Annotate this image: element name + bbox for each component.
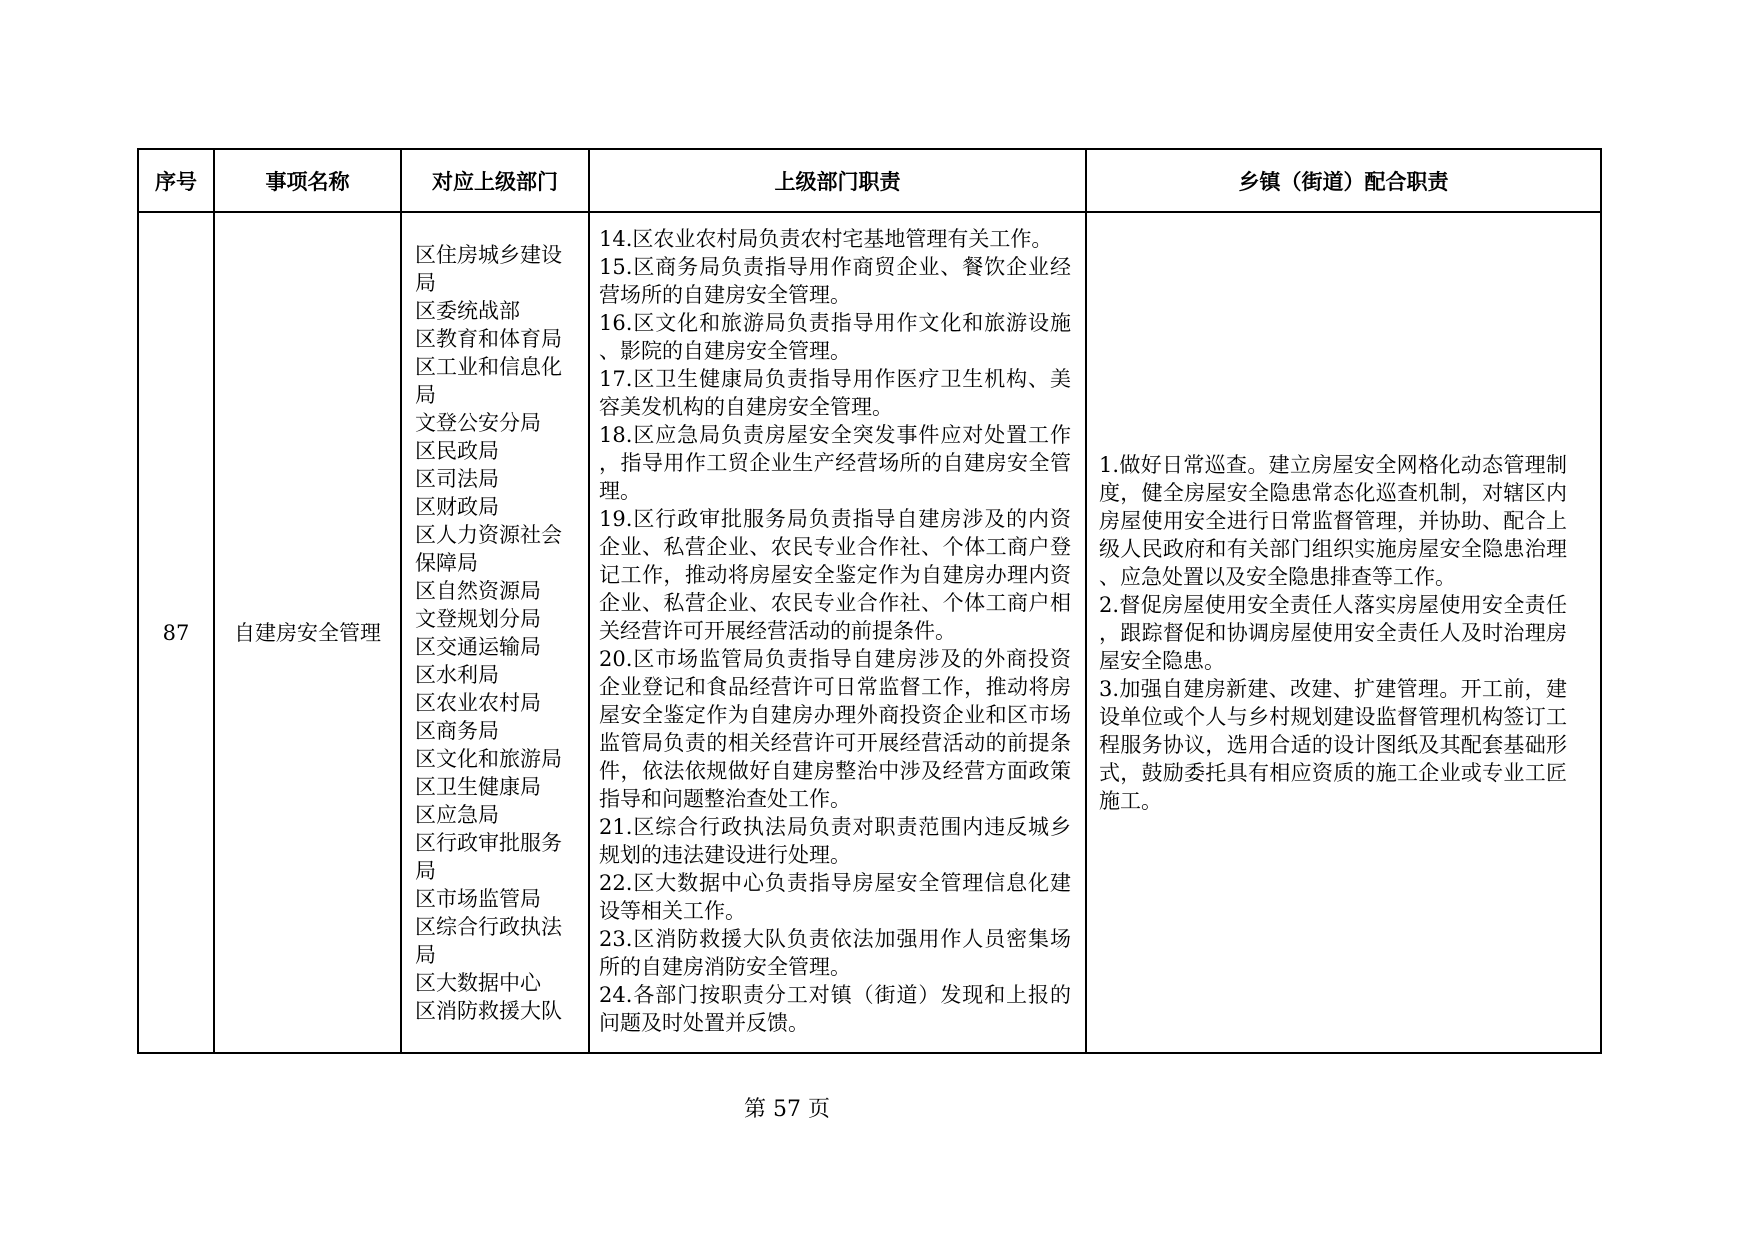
header-superior-department: 对应上级部门: [401, 149, 589, 212]
department-item: 区教育和体育局: [415, 326, 562, 351]
superior-duty-item: 24.各部门按职责分工对镇（街道）发现和上报的问题及时处置并反馈。: [599, 983, 1071, 1035]
page-footer: [0, 1092, 1574, 1123]
department-item: 文登公安分局: [415, 410, 541, 435]
department-item: 区消防救援大队: [415, 998, 562, 1023]
superior-duty-item: 16.区文化和旅游局负责指导用作文化和旅游设施、影院的自建房安全管理。: [599, 311, 1071, 363]
department-item: 区住房城乡建设局: [415, 242, 562, 295]
department-item: 区交通运输局: [415, 634, 541, 659]
header-serial-number: 序号: [138, 149, 214, 212]
header-superior-duties: 上级部门职责: [589, 149, 1086, 212]
township-duty-item: 3.加强自建房新建、改建、扩建管理。开工前，建设单位或个人与乡村规划建设监督管理机构签订工程服务协议，选用合适的设计图纸及其配套基础形式，鼓励委托具有相应资质的施工企业或专业工匠施工。: [1099, 676, 1567, 813]
superior-duty-item: 22.区大数据中心负责指导房屋安全管理信息化建设等相关工作。: [599, 871, 1071, 923]
department-item: 区文化和旅游局: [415, 746, 562, 771]
header-township-duties: 乡镇（街道）配合职责: [1086, 149, 1601, 212]
cell-serial-number: 87: [138, 212, 214, 1053]
department-item: 区民政局: [415, 438, 499, 463]
department-item: 区卫生健康局: [415, 774, 541, 799]
superior-duty-item: 23.区消防救援大队负责依法加强用作人员密集场所的自建房消防安全管理。: [599, 927, 1071, 979]
township-duty-item: 2.督促房屋使用安全责任人落实房屋使用安全责任，跟踪督促和协调房屋使用安全责任人及时治理房屋安全隐患。: [1099, 592, 1567, 673]
department-item: 区市场监管局: [415, 886, 541, 911]
department-item: 区司法局: [415, 466, 499, 491]
superior-duty-item: 18.区应急局负责房屋安全突发事件应对处置工作，指导用作工贸企业生产经营场所的自建房安全管理。: [599, 423, 1071, 503]
cell-superior-departments: [401, 212, 589, 1053]
department-item: 区财政局: [415, 494, 499, 519]
cell-township-duties: [1086, 212, 1601, 1053]
department-item: 区行政审批服务局: [415, 830, 562, 883]
superior-duty-item: 20.区市场监管局负责指导自建房涉及的外商投资企业登记和食品经营许可日常监督工作，推动将房屋安全鉴定作为自建房办理外商投资企业和区市场监管局负责的相关经营许可开展经营活动的前提条件，依法依规做好自建房整治中涉及经营方面政策指导和问题整治查处工作。: [599, 647, 1071, 811]
department-item: 文登规划分局: [415, 606, 541, 631]
township-duty-item: 1.做好日常巡查。建立房屋安全网格化动态管理制度，健全房屋安全隐患常态化巡查机制，对辖区内房屋使用安全进行日常监督管理，并协助、配合上级人民政府和有关部门组织实施房屋安全隐患治理、应急处置以及安全隐患排查等工作。: [1099, 452, 1567, 589]
department-item: 区自然资源局: [415, 578, 541, 603]
duties-table: [137, 148, 1602, 1054]
superior-duty-item: 19.区行政审批服务局负责指导自建房涉及的内资企业、私营企业、农民专业合作社、个体工商户登记工作，推动将房屋安全鉴定作为自建房办理内资企业、私营企业、农民专业合作社、个体工商户相关经营许可开展经营活动的前提条件。: [599, 507, 1071, 643]
department-item: 区工业和信息化局: [415, 354, 562, 407]
department-item: 区水利局: [415, 662, 499, 687]
department-item: 区农业农村局: [415, 690, 541, 715]
page-number: 第 57 页: [744, 1097, 830, 1122]
superior-duty-list: [599, 225, 1071, 1037]
table-row: [138, 212, 1601, 1053]
department-item: 区综合行政执法局: [415, 914, 562, 967]
cell-superior-duties: [589, 212, 1086, 1053]
township-duty-list: [1099, 451, 1567, 815]
header-item-name: 事项名称: [214, 149, 401, 212]
department-item: 区应急局: [415, 802, 499, 827]
superior-duty-item: 15.区商务局负责指导用作商贸企业、餐饮企业经营场所的自建房安全管理。: [599, 255, 1071, 307]
superior-duty-item: 14.区农业农村局负责农村宅基地管理有关工作。: [599, 227, 1053, 251]
table-header-row: [138, 149, 1601, 212]
department-item: 区商务局: [415, 718, 499, 743]
department-item: 区委统战部: [415, 298, 520, 323]
department-item: 区大数据中心: [415, 970, 541, 995]
superior-duty-item: 17.区卫生健康局负责指导用作医疗卫生机构、美容美发机构的自建房安全管理。: [599, 367, 1071, 419]
department-list: [415, 241, 574, 1025]
cell-item-name: 自建房安全管理: [214, 212, 401, 1053]
superior-duty-item: 21.区综合行政执法局负责对职责范围内违反城乡规划的违法建设进行处理。: [599, 815, 1071, 867]
department-item: 区人力资源社会保障局: [415, 522, 562, 575]
